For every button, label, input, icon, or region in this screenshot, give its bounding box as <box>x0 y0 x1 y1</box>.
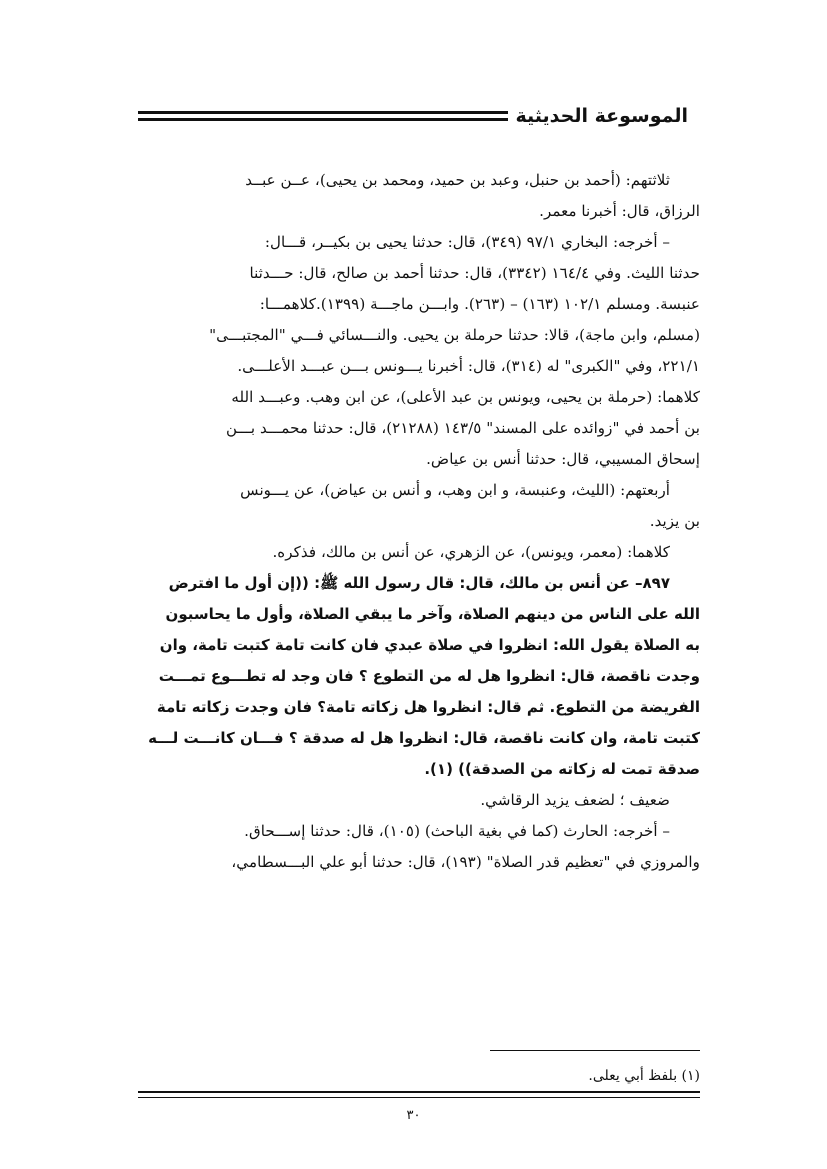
page-body <box>138 165 700 878</box>
hadith-line-3: به الصلاة يقول الله: انظروا في صلاة عبدي فان كانت تامة كتبت تامة، وان <box>159 636 700 654</box>
line-3: – أخرجه: البخاري ٩٧/١ (٣٤٩)، قال: حدثنا يحيى بن بكيــر، قـــال: <box>264 233 670 251</box>
line-8: كلاهما: (حرملة بن يحيى، ويونس بن عبد الأعلى)، عن ابن وهب. وعبـــد الله <box>231 388 700 406</box>
line-9: بن أحمد في "زوائده على المسند" ١٤٣/٥ (٢١٢٨٨)، قال: حدثنا محمـــد بـــن <box>226 419 700 437</box>
hadith-line-7: صدقة تمت له زكاته من الصدقة)) (١). <box>424 760 700 778</box>
line-6: (مسلم، وابن ماجة)، قالا: حدثنا حرملة بن يحيى. والنـــسائي فـــي "المجتبـــى" <box>209 326 700 344</box>
line-4: حدثنا الليث. وفي ١٦٤/٤ (٣٣٤٢)، قال: حدثنا أحمد بن صالح، قال: حـــدثنا <box>249 264 700 282</box>
footnote-separator <box>490 1050 700 1051</box>
line-13: كلاهما: (معمر، ويونس)، عن الزهري، عن أنس بن مالك، فذكره. <box>272 543 670 561</box>
footer-rule-top <box>138 1091 700 1093</box>
line-11: أربعتهم: (الليث، وعنبسة، و ابن وهب، و أنس بن عياض)، عن يـــونس <box>240 481 670 499</box>
page-number: ٣٠ <box>406 1108 421 1123</box>
running-header <box>138 98 700 134</box>
line-2: الرزاق، قال: أخبرنا معمر. <box>539 202 700 220</box>
line-23: والمروزي في "تعظيم قدر الصلاة" (١٩٣)، قال: حدثنا أبو علي البـــسطامي، <box>231 853 700 871</box>
hadith-line-6: كتبت تامة، وان كانت ناقصة، قال: انظروا هل له صدقة ؟ فـــان كانـــت لـــه <box>148 729 700 747</box>
line-7: ٢٢١/١، وفي "الكبرى" له (٣١٤)، قال: أخبرنا يـــونس بـــن عبـــد الأعلـــى. <box>237 357 700 375</box>
hadith-line-4: وجدت ناقصة، قال: انظروا هل له من التطوع ؟ فان وجد له تطـــوع تمـــت <box>158 667 700 685</box>
line-12: بن يزيد. <box>649 512 700 530</box>
footnote: (١) بلفظ أبي يعلى. <box>588 1068 700 1084</box>
line-22: – أخرجه: الحارث (كما في بغية الباحث) (١٠٥)، قال: حدثنا إســـحاق. <box>244 822 670 840</box>
hadith-line-1: ٨٩٧– عن أنس بن مالك، قال: قال رسول الله ﷺ: ((إن أول ما افترض <box>168 574 670 592</box>
line-5: عنبسة. ومسلم ١٠٢/١ (١٦٣) – (٢٦٣). وابـــن ماجـــة (١٣٩٩).كلاهمـــا: <box>259 295 700 313</box>
header-title: الموسوعة الحديثية <box>508 98 701 134</box>
line-1: ثلاثتهم: (أحمد بن حنبل، وعبد بن حميد، ومحمد بن يحيى)، عــن عبــد <box>245 171 670 189</box>
line-10: إسحاق المسيبي، قال: حدثنا أنس بن عياض. <box>426 450 700 468</box>
grading-line: ضعيف ؛ لضعف يزيد الرقاشي. <box>480 791 670 809</box>
footer-rule-bottom <box>138 1097 700 1098</box>
hadith-line-5: الفريضة من التطوع. ثم قال: انظروا هل زكاته تامة؟ فان وجدت زكاته تامة <box>156 698 700 716</box>
hadith-line-2: الله على الناس من دينهم الصلاة، وآخر ما يبقي الصلاة، وأول ما يحاسبون <box>165 605 700 623</box>
